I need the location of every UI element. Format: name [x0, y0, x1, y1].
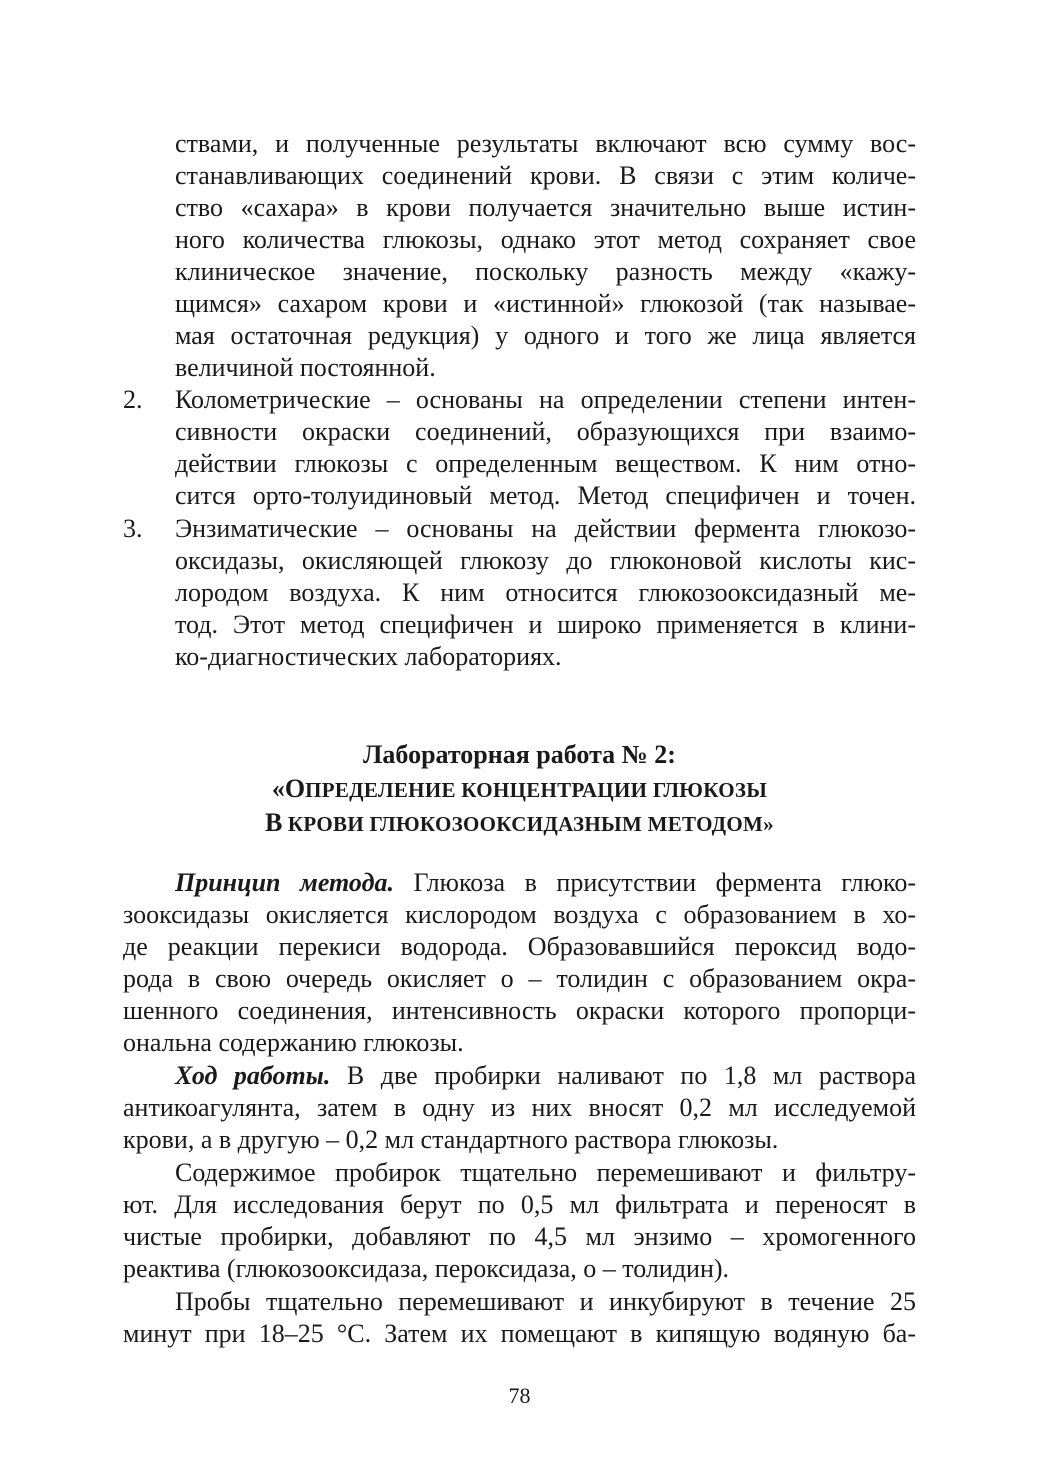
- text-line: чистые пробирки, добавляют по 4,5 мл энзимо – хромогенного: [123, 1222, 916, 1251]
- heading-initial: «О: [271, 774, 306, 803]
- text-line: Колометрические – основаны на определении степени интен-: [175, 385, 916, 414]
- text-line: действии глюкозы с определенным веществом. К ним отно-: [175, 449, 916, 478]
- text-line: мая остаточная редукция) у одного и того же лица является: [175, 321, 916, 350]
- heading-smallcaps: ПРЕДЕЛЕНИЕ КОНЦЕНТРАЦИИ ГЛЮКОЗЫ: [305, 778, 768, 802]
- text-line: клиническое значение, поскольку разность между «кажу-: [175, 257, 916, 286]
- list-number: 3.: [123, 514, 143, 543]
- text-line: щимся» сахаром крови и «истинной» глюкозой (так называе-: [175, 289, 916, 318]
- text-line: ного количества глюкозы, однако этот метод сохраняет свое: [175, 225, 916, 254]
- text-line: шенного соединения, интенсивность окраски которого пропорци-: [123, 996, 916, 1025]
- list-number: 2.: [123, 385, 143, 414]
- heading-initial: В: [265, 808, 283, 837]
- text-line: антикоагулянта, затем в одну из них вносят 0,2 мл исследуемой: [123, 1093, 916, 1122]
- page-number: 78: [508, 1383, 531, 1408]
- text-line: Пробы тщательно перемешивают и инкубируют в течение 25: [175, 1287, 916, 1316]
- text-line: сится орто-толуидиновый метод. Метод специфичен и точен.: [175, 481, 916, 510]
- text-line: Содержимое пробирок тщательно перемешивают и фильтру-: [175, 1158, 916, 1187]
- text-line: Энзиматические – основаны на действии фермента глюкозо-: [175, 514, 916, 543]
- text-line: оксидазы, окисляющей глюкозу до глюконовой кислоты кис-: [175, 546, 916, 575]
- text-line: [175, 867, 916, 899]
- text-line: ство «сахара» в крови получается значительно выше истин-: [175, 193, 916, 222]
- text-line: ют. Для исследования берут по 0,5 мл фильтрата и переносят в: [123, 1190, 916, 1219]
- text-line: сивности окраски соединений, образующихся при взаимо-: [175, 417, 916, 446]
- heading-smallcaps: КРОВИ ГЛЮКОЗООКСИДАЗНЫМ МЕТОДОМ»: [282, 812, 774, 836]
- heading-subtitle-line: [123, 772, 916, 807]
- text-line: зооксидазы окисляется кислородом воздуха с образованием в хо-: [123, 900, 916, 929]
- heading-title: Лабораторная работа № 2:: [363, 740, 676, 769]
- text-line: лородом воздуха. К ним относится глюкозооксидазный ме-: [175, 578, 916, 607]
- principle-lead: Принцип метода.: [175, 868, 394, 897]
- text-line: рода в свою очередь окисляет о – толидин с образованием окра-: [123, 964, 916, 993]
- procedure-first-line: В две пробирки наливают по 1,8 мл раствора: [330, 1061, 916, 1090]
- text-line: тод. Этот метод специфичен и широко применяется в клини-: [175, 610, 916, 639]
- text-line: минут при 18–25 °С. Затем их помещают в кипящую водяную ба-: [123, 1319, 916, 1348]
- text-line: станавливающих соединений крови. В связи с этим количе-: [175, 161, 916, 190]
- text-line: [175, 1060, 916, 1092]
- text-line: де реакции перекиси водорода. Образовавшийся пероксид водо-: [123, 932, 916, 961]
- heading-subtitle-line: [123, 806, 916, 841]
- procedure-lead: Ход работы.: [175, 1061, 331, 1090]
- principle-first-line: Глюкоза в присутствии фермента глюко-: [393, 868, 916, 897]
- text-line: ствами, и полученные результаты включают всю сумму вос-: [175, 129, 916, 158]
